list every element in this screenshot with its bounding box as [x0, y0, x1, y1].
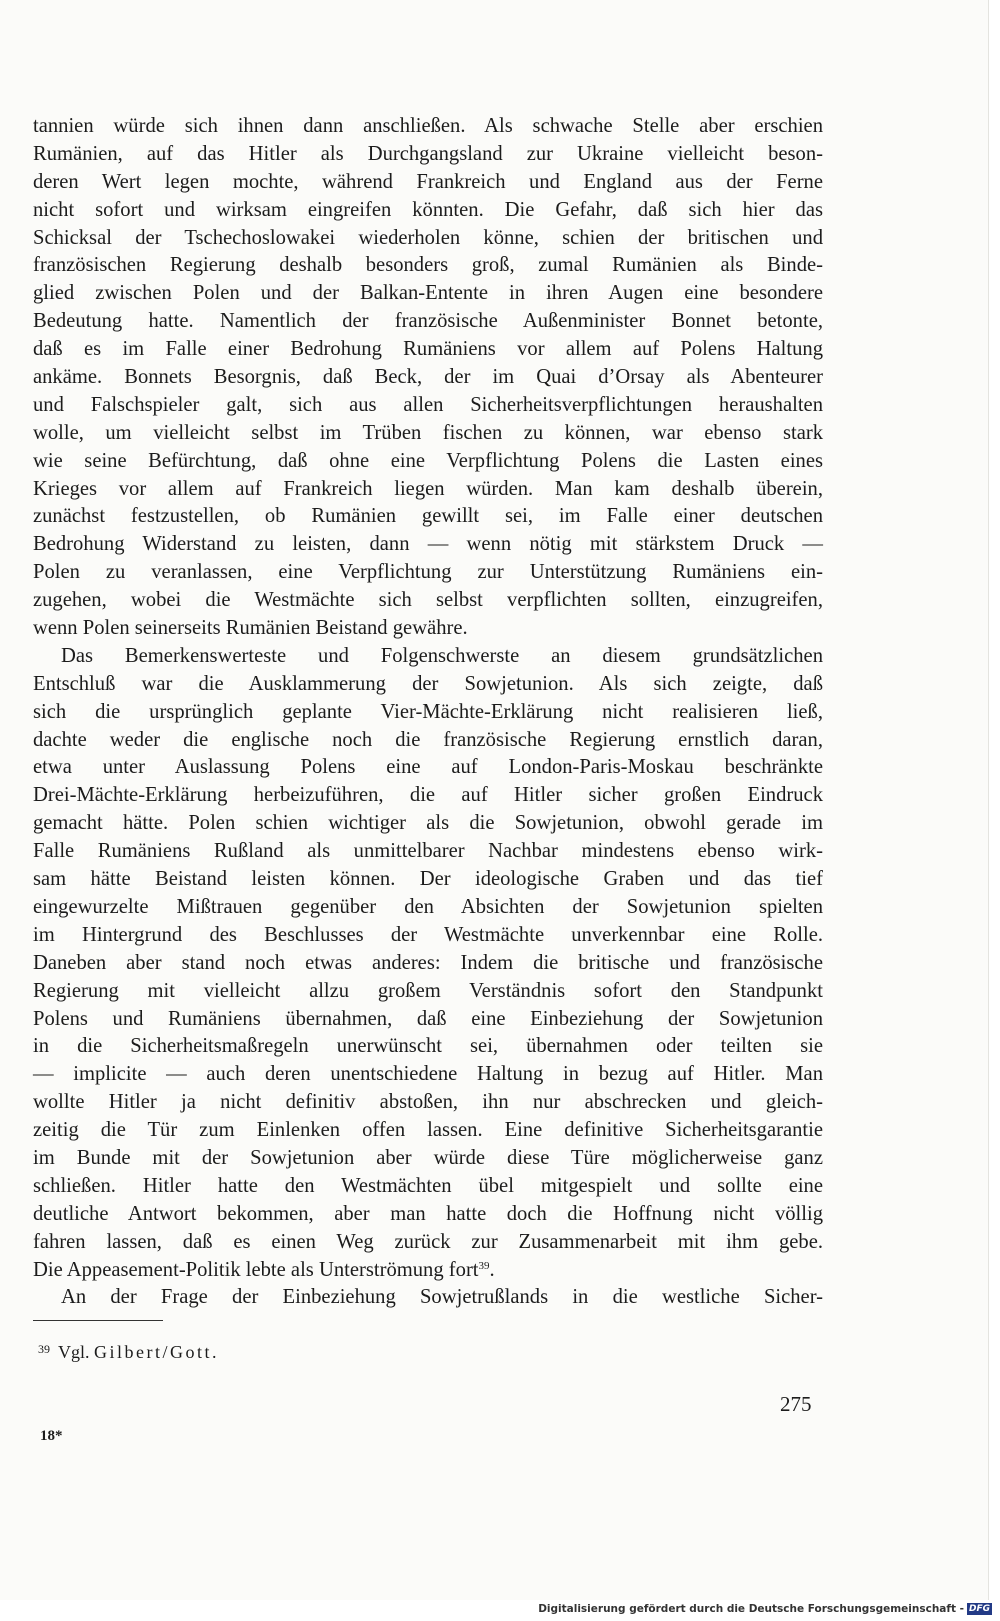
printer-signature: 18* [40, 1428, 63, 1444]
footnote-prefix: Vgl. [58, 1342, 90, 1362]
text-line: zeitig die Tür zum Einlenken offen lassen. Eine definitive Sicherheitsgarantie [33, 1119, 823, 1142]
footnote-citation: Gilbert/Gott. [94, 1342, 219, 1362]
text-line: deren Wert legen mochte, während Frankreich und England aus der Ferne [33, 170, 823, 193]
text-line: dachte weder die englische noch die französische Regierung ernstlich daran, [33, 728, 823, 751]
text-line: im Bunde mit der Sowjetunion aber würde diese Türe möglicherweise ganz [33, 1146, 823, 1169]
text-line: und Falschspieler galt, sich aus allen Sicherheitsverpflichtungen heraushalten [33, 393, 823, 416]
text-line: schließen. Hitler hatte den Westmächten übel mitgespielt und sollte eine [33, 1174, 823, 1197]
text-line: Polens und Rumäniens übernahmen, daß eine Einbeziehung der Sowjetunion [33, 1007, 823, 1030]
footnote-reference: 39 [478, 1259, 490, 1272]
text-line: Drei-Mächte-Erklärung herbeizuführen, die auf Hitler sicher großen Eindruck [33, 784, 823, 807]
text-line: im Hintergrund des Beschlusses der Westmächte unverkennbar eine Rolle. [33, 923, 823, 946]
footnote [38, 1337, 219, 1364]
body-text [33, 113, 823, 1312]
text-line: Regierung mit vielleicht allzu großem Verständnis sofort den Standpunkt [33, 979, 823, 1002]
text-line: in die Sicherheitsmaßregeln unerwünscht sei, übernahmen oder teilten sie [33, 1035, 823, 1058]
text-line: nicht sofort und wirksam eingreifen könnten. Die Gefahr, daß sich hier das [33, 198, 823, 221]
text-line: sich die ursprünglich geplante Vier-Mächte-Erklärung nicht realisieren ließ, [33, 700, 823, 723]
text-line: Die Appeasement-Politik lebte als Unterströmung fort$^{39}$. [33, 1258, 495, 1281]
text-line: Entschluß war die Ausklammerung der Sowjetunion. Als sich zeigte, daß [33, 672, 823, 695]
text-line: Bedeutung hatte. Namentlich der französische Außenminister Bonnet betonte, [33, 310, 823, 333]
text-line: glied zwischen Polen und der Balkan-Entente in ihren Augen eine besondere [33, 282, 823, 305]
text-line: wollte Hitler ja nicht definitiv abstoßen, ihn nur abschrecken und gleich- [33, 1091, 823, 1114]
text-line: wolle, um vielleicht selbst im Trüben fischen zu können, war ebenso stark [33, 421, 823, 444]
text-line: Falle Rumäniens Rußland als unmittelbarer Nachbar mindestens ebenso wirk- [33, 840, 823, 863]
text-line: wie seine Befürchtung, daß ohne eine Verpflichtung Polens die Lasten eines [33, 449, 823, 472]
text-line: sam hätte Beistand leisten können. Der ideologische Graben und das tief [33, 868, 823, 891]
text-line: Krieges vor allem auf Frankreich liegen würden. Man kam deshalb überein, [33, 477, 823, 500]
text-line: Polen zu veranlassen, eine Verpflichtung zur Unterstützung Rumäniens ein- [33, 561, 823, 584]
page-number: 275 [780, 1392, 812, 1416]
text-line: etwa unter Auslassung Polens eine auf London-Paris-Moskau beschränkte [33, 756, 823, 779]
text-line: — implicite — auch deren unentschiedene Haltung in bezug auf Hitler. Man [33, 1063, 823, 1086]
text-line: Daneben aber stand noch etwas anderes: Indem die britische und französische [33, 951, 823, 974]
text-line: wenn Polen seinerseits Rumänien Beistand gewähre. [33, 617, 468, 640]
text-line: zugehen, wobei die Westmächte sich selbst verpflichten sollten, einzugreifen, [33, 589, 823, 612]
text-line-content: Die Appeasement-Politik lebte als Unterströmung fort [33, 1258, 479, 1281]
dfg-logo: DFG [968, 1604, 990, 1614]
text-line: ankäme. Bonnets Besorgnis, daß Beck, der im Quai d’Orsay als Abenteurer [33, 366, 823, 389]
text-line: Schicksal der Tschechoslowakei wiederholen könne, schien der britischen und [33, 226, 823, 249]
text-line: Rumänien, auf das Hitler als Durchgangsland zur Ukraine vielleicht beson- [33, 142, 823, 165]
footnote-divider [33, 1320, 163, 1321]
text-line: zunächst festzustellen, ob Rumänien gewillt sei, im Falle einer deutschen [33, 505, 823, 528]
digitization-banner [538, 1603, 992, 1615]
text-line: Das Bemerkenswerteste und Folgenschwerste an diesem grundsätzlichen [61, 644, 823, 667]
text-line: französischen Regierung deshalb besonders groß, zumal Rumänien als Binde- [33, 254, 823, 277]
text-line: gemacht hätte. Polen schien wichtiger als die Sowjetunion, obwohl gerade im [33, 812, 823, 835]
text-line: deutliche Antwort bekommen, aber man hatte doch die Hoffnung nicht völlig [33, 1202, 823, 1225]
text-line: An der Frage der Einbeziehung Sowjetrußlands in die westliche Sicher- [61, 1286, 823, 1309]
text-line: fahren lassen, daß es einen Weg zurück zur Zusammenarbeit mit ihm gebe. [33, 1230, 823, 1253]
banner-text: Digitalisierung gefördert durch die Deutsche Forschungsgemeinschaft - [538, 1603, 964, 1615]
text-line: tannien würde sich ihnen dann anschließen. Als schwache Stelle aber erschien [33, 115, 823, 137]
text-line: Bedrohung Widerstand zu leisten, dann — wenn nötig mit stärkstem Druck — [33, 533, 823, 556]
footnote-number: 39 [38, 1342, 50, 1356]
text-line: daß es im Falle einer Bedrohung Rumäniens vor allem auf Polens Haltung [33, 338, 823, 361]
text-line: eingewurzelte Mißtrauen gegenüber den Absichten der Sowjetunion spielten [33, 895, 823, 918]
